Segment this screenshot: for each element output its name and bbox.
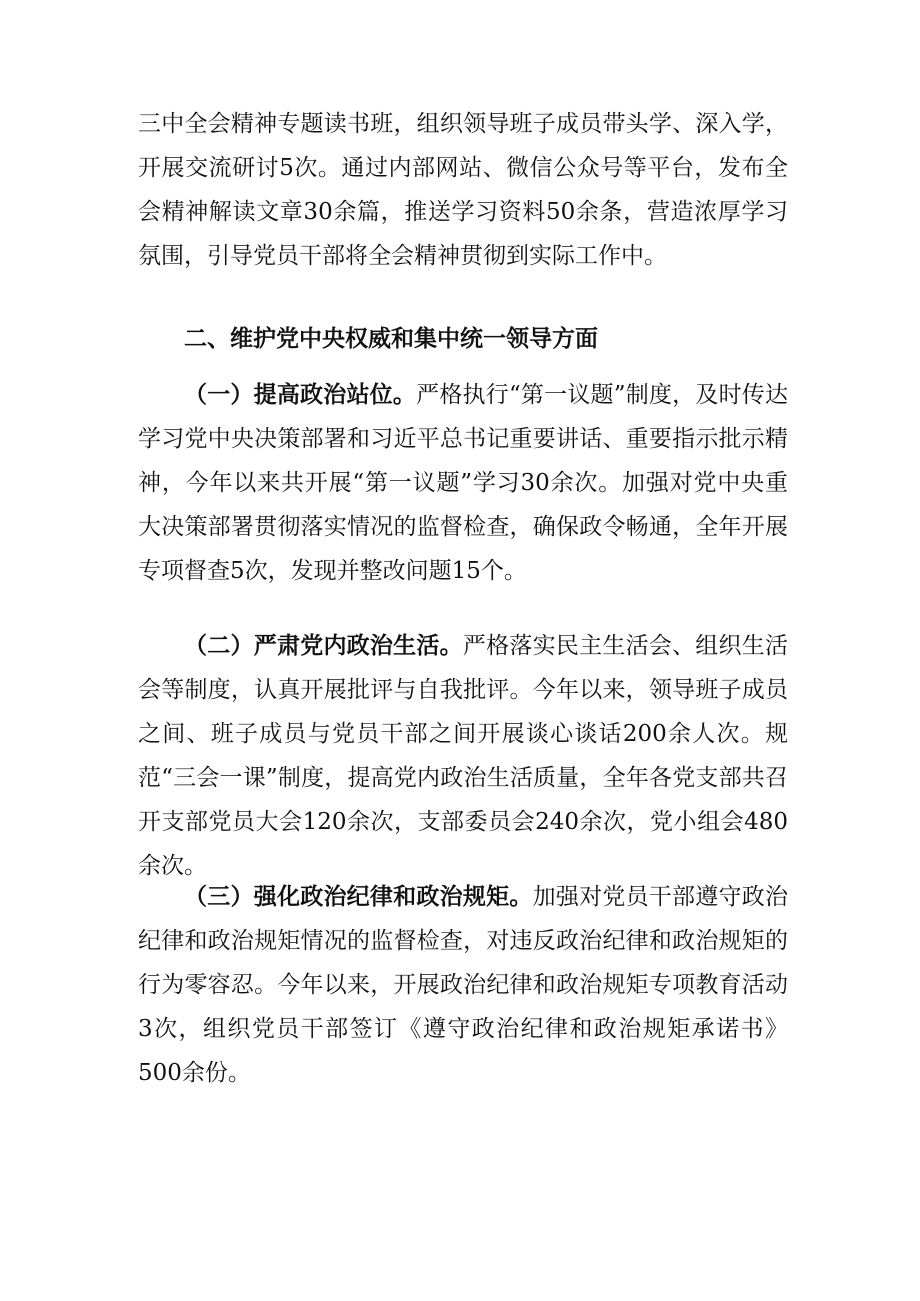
item-3-lead: （三）强化政治纪律和政治规矩。 — [184, 884, 533, 910]
paragraph-item-2 — [138, 624, 788, 888]
item-2-body: 严格落实民主生活会、组织生活会等制度，认真开展批评与自我批评。今年以来，领导班子成员之间、班子成员与党员干部之间开展谈心谈话200余人次。规范“三会一课”制度，提高党内政治生活质量，全年各党支部共召开支部党员大会120余次，支部委员会240余次，党小组会480余次。 — [138, 633, 789, 879]
paragraph-item-1 — [138, 373, 788, 593]
paragraph-item-3 — [138, 875, 788, 1095]
continued-paragraph: 三中全会精神专题读书班，组织领导班子成员带头学、深入学，开展交流研讨5次。通过内部网站、微信公众号等平台，发布全会精神解读文章30余篇，推送学习资料50余条，营造浓厚学习氛围，引导党员干部将全会精神贯彻到实际工作中。 — [138, 111, 788, 269]
item-3-body: 加强对党员干部遵守政治纪律和政治规矩情况的监督检查，对违反政治纪律和政治规矩的行为零容忍。今年以来，开展政治纪律和政治规矩专项教育活动3次，组织党员干部签订《遵守政治纪律和政治规矩承诺书》500余份。 — [138, 884, 789, 1086]
item-1-body: 严格执行“第一议题”制度，及时传达学习党中央决策部署和习近平总书记重要讲话、重要指示批示精神，今年以来共开展“第一议题”学习30余次。加强对党中央重大决策部署贯彻落实情况的监督检查，确保政令畅通，全年开展专项督查5次，发现并整改问题15个。 — [138, 382, 788, 584]
item-1-lead: （一）提高政治站位。 — [184, 382, 417, 408]
section-heading: 二、维护党中央权威和集中统一领导方面 — [184, 326, 598, 352]
item-2-lead: （二）严肃党内政治生活。 — [184, 633, 463, 659]
